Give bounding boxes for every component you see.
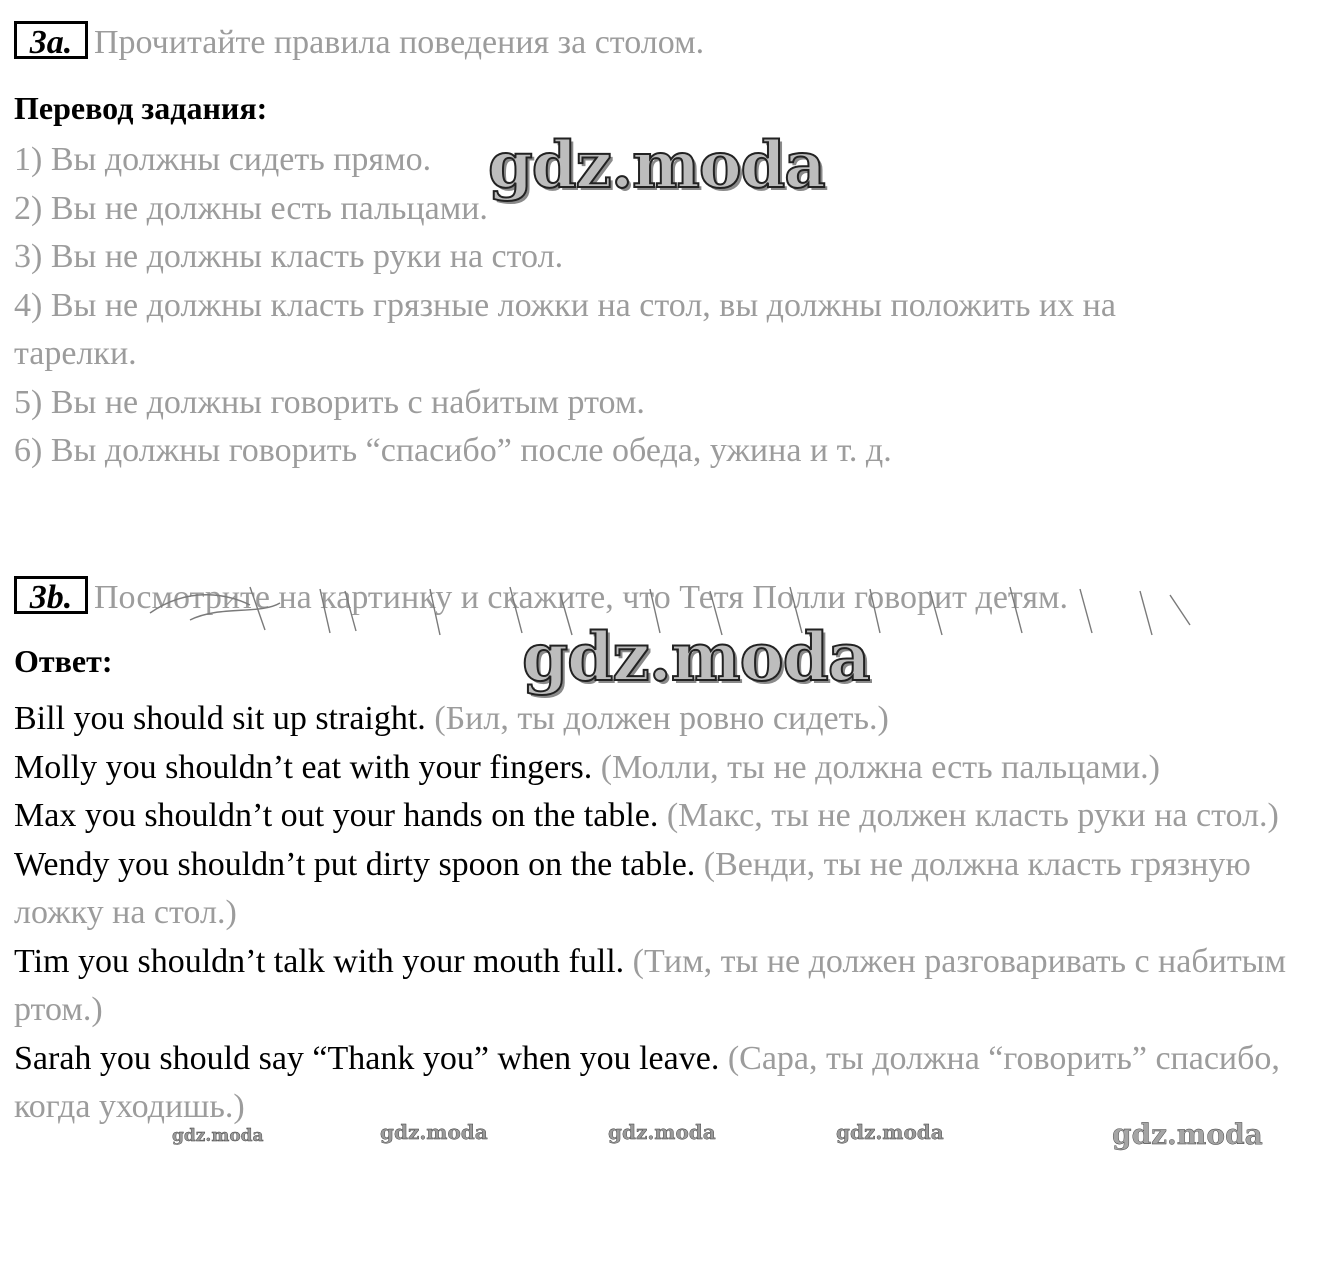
watermark-small-2: gdz.moda [380,1120,488,1144]
translation-heading: Перевод задания: [14,90,268,126]
answer-ru-5: (Тим, ты не должен разговаривать с набитым ртом.) [14,942,1287,1028]
translation-line-1: 1) Вы должны сидеть прямо. [14,141,432,178]
answer-item-5 [14,938,1324,1035]
answer-ru-2: (Молли, ты не должна есть пальцами.) [600,748,1161,786]
answer-en-6: Sarah you should say “Thank you” when you leave. [14,1039,720,1077]
watermark-small-4: gdz.moda [836,1120,944,1144]
task-3a-instruction: Прочитайте правила поведения за столом. [94,24,705,61]
answer-heading: Ответ: [14,643,113,679]
answer-item-2 [14,744,1324,793]
answer-item-1 [14,695,1324,744]
watermark-small-3: gdz.moda [608,1120,716,1144]
answer-item-4 [14,841,1324,938]
answer-item-6 [14,1035,1324,1132]
task-3b-number: 3b. [14,576,88,614]
translation-line-5: 5) Вы не должны говорить с набитым ртом. [14,383,645,421]
answer-en-3: Max you shouldn’t out your hands on the table. [14,797,659,834]
answer-item-3 [14,792,1324,841]
translation-line-6: 6) Вы должны говорить “спасибо” после обеда, ужина и т. д. [14,432,892,469]
task-3a-header [14,16,1324,70]
translation-line-4: 4) Вы не должны класть грязные ложки на стол, вы должны положить их на [14,286,1116,324]
watermark-large-1: gdz.moda [488,128,825,203]
watermark-large-2: gdz.moda [522,618,870,696]
watermark-small-5: gdz.moda [1112,1118,1263,1151]
translation-line-3: 3) Вы не должны класть руки на стол. [14,238,564,275]
task-3b-instruction: Посмотрите на картинку и скажите, что Тетя Полли говорит детям. [94,579,1068,616]
answer-en-4: Wendy you shouldn’t put dirty spoon on the table. [14,845,696,883]
task-3a [14,16,1324,476]
answer-ru-3: (Макс, ты не должен класть руки на стол.) [666,797,1279,834]
answer-en-2: Molly you shouldn’t eat with your fingers. [14,748,593,786]
answer-en-1: Bill you should sit up straight. [14,700,426,737]
answer-ru-1: (Бил, ты должен ровно сидеть.) [434,700,889,737]
translation-line-4-cont: тарелки. [14,335,137,372]
watermark-small-1: gdz.moda [172,1126,264,1146]
answer-ru-4: (Венди, ты не должна класть грязную ложку на стол.) [14,845,1251,931]
translation-line-2: 2) Вы не должны есть пальцами. [14,189,488,227]
task-3a-number: 3a. [14,21,88,59]
answer-en-5: Tim you shouldn’t talk with your mouth full. [14,942,625,980]
answer-list [14,695,1324,1132]
answer-ru-6: (Сара, ты должна “говорить” спасибо, когда уходишь.) [14,1039,1280,1125]
